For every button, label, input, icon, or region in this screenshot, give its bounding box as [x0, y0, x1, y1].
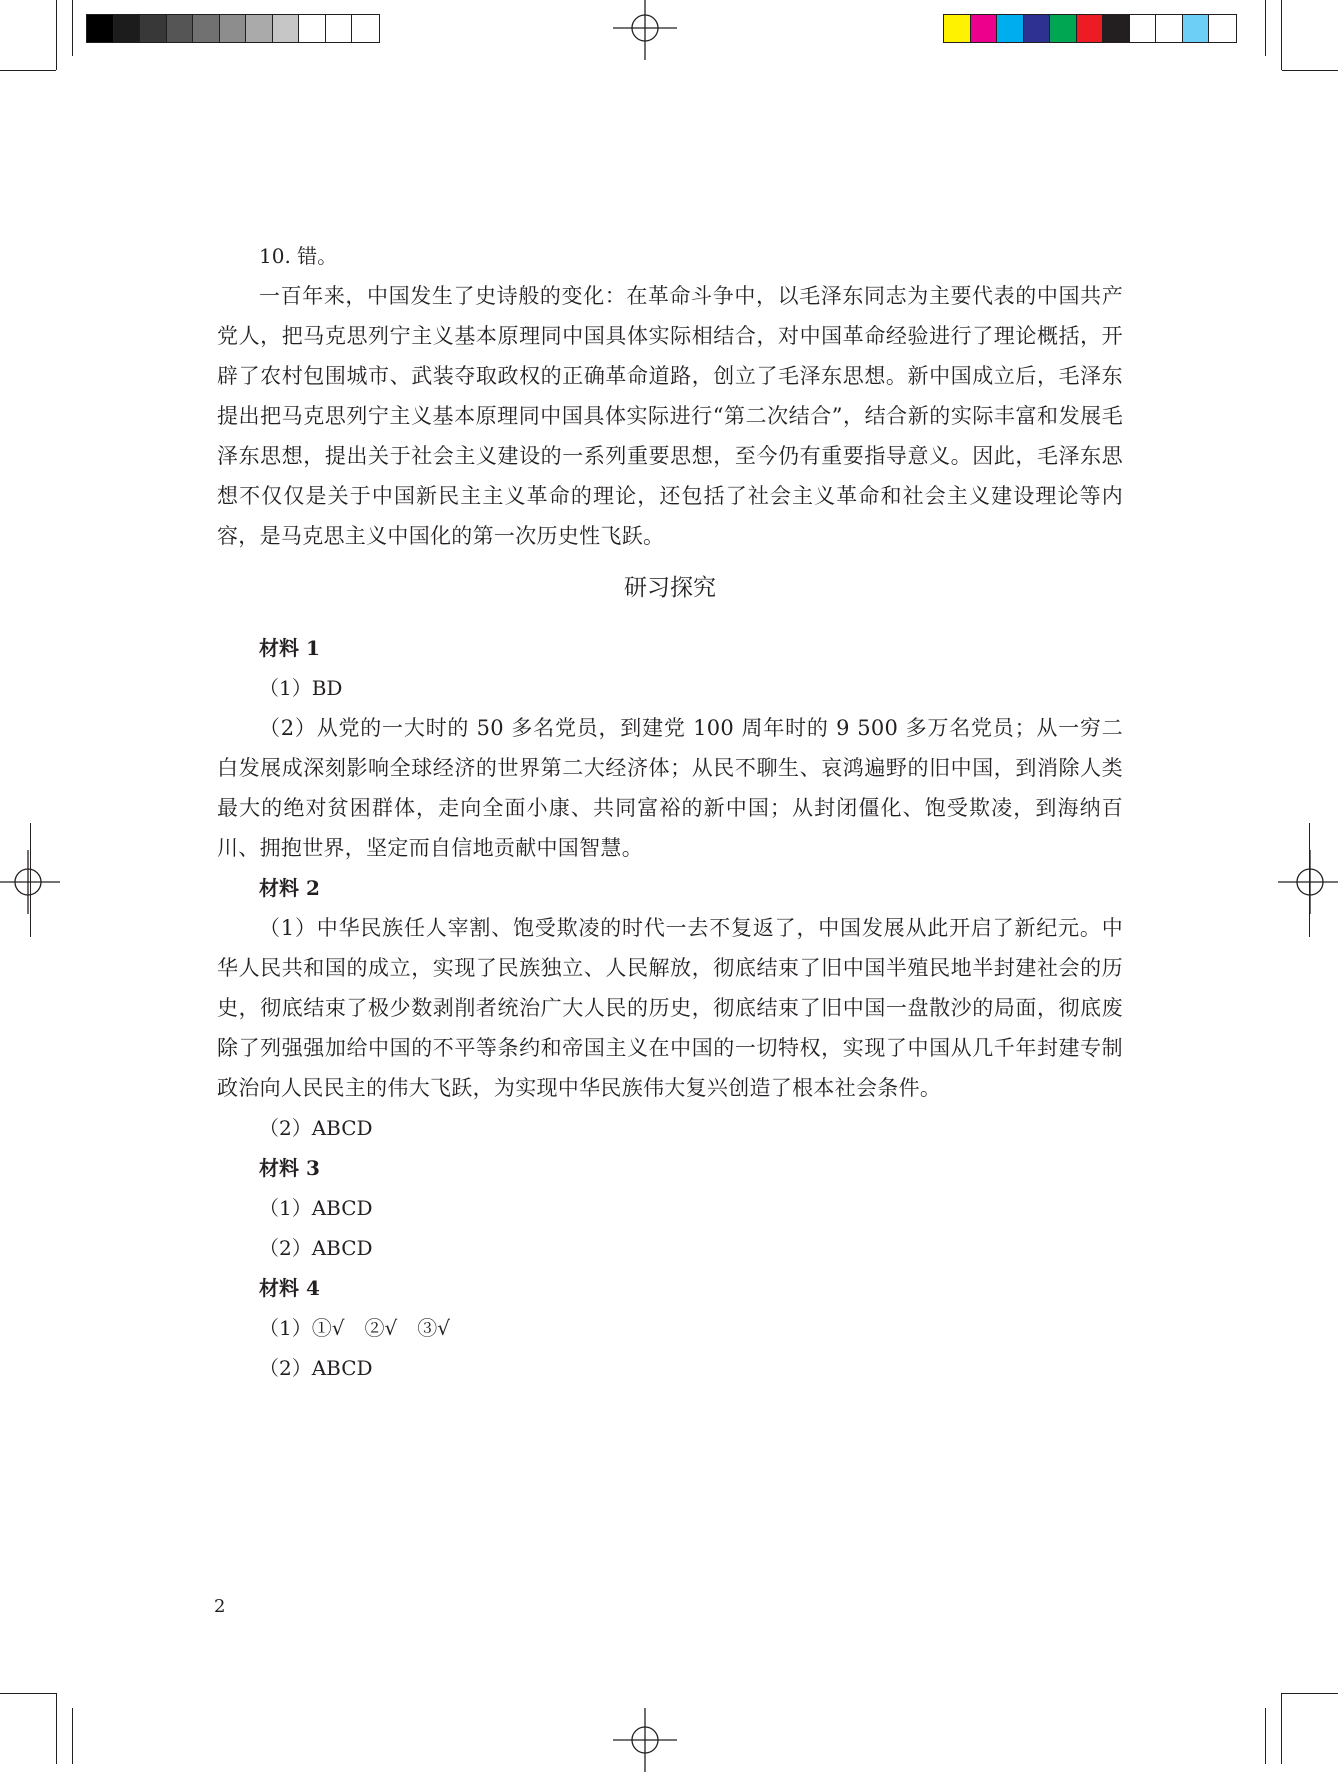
gray-swatch — [326, 15, 353, 42]
material-1-answer-2: （2）从党的一大时的 50 多名党员，到建党 100 周年时的 9 500 多万名党员；从一穷二白发展成深刻影响全球经济的世界第二大经济体；从民不聊生、哀鸿遍野的旧中国，到消除人类最大的绝对贫困群体，走向全面小康、共同富裕的新中国；从封闭僵化、饱受欺凌，到海纳百川、拥抱世界，坚定而自信地贡献中国智慧。 — [217, 716, 1123, 860]
gray-swatch — [167, 15, 194, 42]
material-1-label: 材料 1 — [259, 636, 320, 660]
registration-mark-icon — [613, 1708, 677, 1772]
gray-swatch — [352, 15, 379, 42]
material-2-label: 材料 2 — [259, 876, 320, 900]
gray-swatch — [87, 15, 114, 42]
gray-swatch — [193, 15, 220, 42]
color-swatch — [1103, 15, 1130, 42]
color-swatch — [1183, 15, 1210, 42]
gray-swatch — [114, 15, 141, 42]
gray-swatch — [273, 15, 300, 42]
material-3-answer-1: （1）ABCD — [259, 1196, 373, 1220]
color-swatch — [944, 15, 971, 42]
cmyk-color-bar — [943, 14, 1237, 43]
answer-item-10: 10. 错。 — [259, 244, 338, 268]
intro-paragraph: 一百年来，中国发生了史诗般的变化：在革命斗争中，以毛泽东同志为主要代表的中国共产党人，把马克思列宁主义基本原理同中国具体实际相结合，对中国革命经验进行了理论概括，开辟了农村包围城市、武装夺取政权的正确革命道路，创立了毛泽东思想。新中国成立后，毛泽东提出把马克思列宁主义基本原理同中国具体实际进行“第二次结合”，结合新的实际丰富和发展毛泽东思想，提出关于社会主义建设的一系列重要思想，至今仍有重要指导意义。因此，毛泽东思想不仅仅是关于中国新民主主义革命的理论，还包括了社会主义革命和社会主义建设理论等内容，是马克思主义中国化的第一次历史性飞跃。 — [217, 284, 1123, 548]
material-3-label: 材料 3 — [259, 1156, 320, 1180]
color-swatch — [1077, 15, 1104, 42]
page-number: 2 — [214, 1596, 226, 1617]
material-4-answer-1: （1）①√ ②√ ③√ — [259, 1316, 450, 1340]
material-1-answer-1: （1）BD — [259, 676, 343, 700]
side-crop-line — [1309, 823, 1310, 937]
color-swatch — [971, 15, 998, 42]
gray-swatch — [246, 15, 273, 42]
registration-mark-icon — [1278, 850, 1338, 914]
material-3-answer-2: （2）ABCD — [259, 1236, 373, 1260]
registration-mark-icon — [613, 0, 677, 60]
material-4-label: 材料 4 — [259, 1276, 320, 1300]
color-swatch — [1050, 15, 1077, 42]
color-swatch — [1156, 15, 1183, 42]
color-swatch — [1024, 15, 1051, 42]
side-crop-line — [30, 823, 31, 937]
material-2-answer-1: （1）中华民族任人宰割、饱受欺凌的时代一去不复返了，中国发展从此开启了新纪元。中华人民共和国的成立，实现了民族独立、人民解放，彻底结束了旧中国半殖民地半封建社会的历史，彻底结束了极少数剥削者统治广大人民的历史，彻底结束了旧中国一盘散沙的局面，彻底废除了列强强加给中国的不平等条约和帝国主义在中国的一切特权，实现了中国从几千年封建专制政治向人民民主的伟大飞跃，为实现中华民族伟大复兴创造了根本社会条件。 — [217, 916, 1123, 1100]
grayscale-color-bar — [86, 14, 380, 43]
page-content — [217, 236, 1123, 1388]
material-4-answer-2: （2）ABCD — [259, 1356, 373, 1380]
gray-swatch — [299, 15, 326, 42]
color-swatch — [1209, 15, 1236, 42]
gray-swatch — [140, 15, 167, 42]
section-title: 研习探究 — [624, 575, 716, 601]
color-swatch — [997, 15, 1024, 42]
gray-swatch — [220, 15, 247, 42]
material-2-answer-2: （2）ABCD — [259, 1116, 373, 1140]
color-swatch — [1130, 15, 1157, 42]
